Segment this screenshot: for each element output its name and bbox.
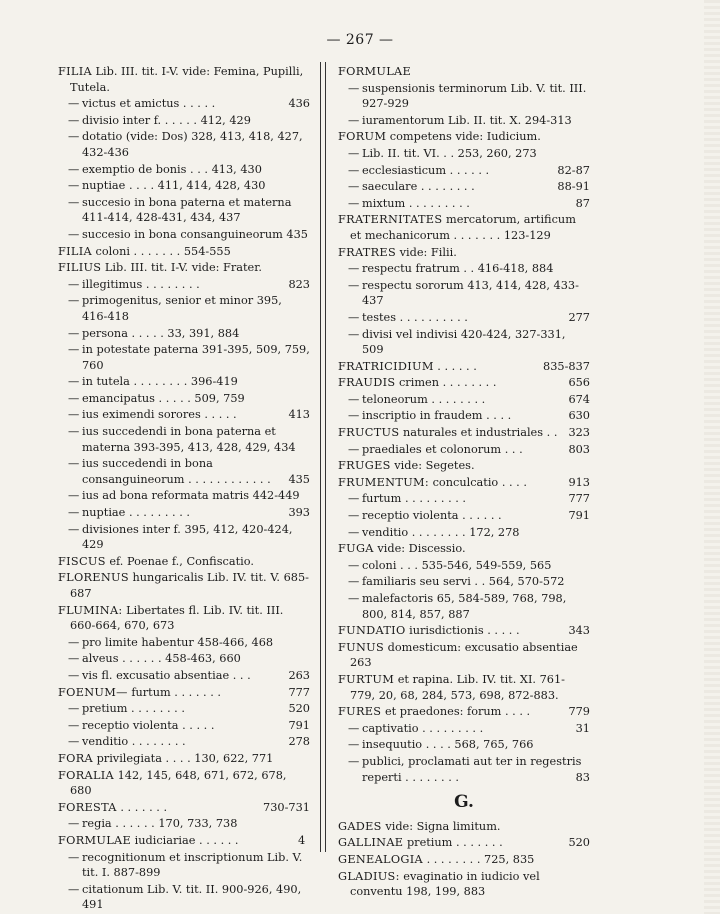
entry-lemma: FLUMINA: <box>58 603 123 617</box>
subentry-text: pretium . . . . . . . . <box>82 702 185 716</box>
entry-text: domesticum: excusatio absentiae 263 <box>350 640 578 670</box>
subentry-text: ius succedendi in bona consanguineorum . . . . . . . . . . . . <box>82 457 271 486</box>
entry-text: 142, 145, 648, 671, 672, 678, 680 <box>70 768 287 798</box>
page-reference: 87 <box>575 196 590 210</box>
subentry-text: familiaris seu servi . . 564, 570-572 <box>362 575 565 589</box>
subentry-text: coloni . . . 535-546, 549-559, 565 <box>362 558 552 572</box>
subentry-text: in tutela . . . . . . . . 396-419 <box>82 375 238 389</box>
dash-marker: — <box>68 506 80 520</box>
index-subentry <box>58 129 310 160</box>
index-subentry <box>338 81 590 112</box>
page-reference: 791 <box>288 718 310 732</box>
dash-marker: — <box>68 162 80 176</box>
index-entries-g <box>338 819 590 900</box>
index-entry <box>58 570 310 601</box>
entry-lemma: FORUM <box>338 130 387 144</box>
index-subentry <box>338 491 590 507</box>
dash-marker: — <box>348 592 360 605</box>
dash-marker: — <box>68 882 80 896</box>
entry-lemma: FRUGES <box>338 459 391 473</box>
index-subentry <box>338 508 590 524</box>
page-reference: 343 <box>568 624 590 638</box>
index-subentry <box>58 326 310 342</box>
index-entry <box>338 359 590 375</box>
entry-lemma: FURTUM <box>338 672 395 686</box>
dash-marker: — <box>348 442 360 456</box>
entry-text: privilegiata . . . . 130, 622, 771 <box>96 751 274 765</box>
subentry-text: venditio . . . . . . . . 172, 278 <box>362 525 520 539</box>
subentry-text: exemptio de bonis . . . 413, 430 <box>82 162 262 176</box>
index-subentry <box>338 408 590 424</box>
entry-lemma: FORMULAE <box>58 833 131 847</box>
subentry-text: succesio in bona consanguineorum 435 <box>82 227 308 241</box>
subentry-text: mixtum . . . . . . . . . <box>362 196 470 210</box>
index-subentry <box>338 392 590 408</box>
entry-lemma: GENEALOGIA <box>338 852 423 866</box>
index-subentry <box>58 407 310 423</box>
index-subentry <box>58 374 310 390</box>
dash-marker: — <box>68 113 80 127</box>
index-subentry <box>338 574 590 590</box>
index-subentry <box>58 668 310 684</box>
index-entry <box>338 672 590 703</box>
index-subentry <box>58 701 310 717</box>
entry-lemma: FRUMENTUM: <box>338 475 429 489</box>
index-subentry <box>338 113 590 129</box>
entry-lemma: FRAUDIS <box>338 376 396 390</box>
entry-text: conculcatio . . . . <box>432 475 527 489</box>
dash-marker: — <box>348 81 360 95</box>
page-reference: 730-731 <box>263 800 310 814</box>
entry-text: evaginatio in iudicio vel conventu 198, 199, 883 <box>350 869 540 899</box>
index-entry <box>338 623 590 639</box>
page-reference: 791 <box>568 509 590 523</box>
subentry-text: recognitionum et inscriptionum Lib. V. tit. I. 887-899 <box>82 850 303 880</box>
subentry-text: dotatio (vide: Dos) 328, 413, 418, 427, 432-436 <box>82 130 303 159</box>
dash-marker: — <box>68 195 80 209</box>
page-reference: 823 <box>288 277 310 291</box>
dash-marker: — <box>68 489 80 503</box>
entry-lemma: FRATERNITATES <box>338 213 443 227</box>
dash-marker: — <box>68 343 80 357</box>
index-entry <box>338 835 590 851</box>
subentry-text: regia . . . . . . 170, 733, 738 <box>82 817 238 831</box>
index-subentry <box>58 651 310 667</box>
index-entry <box>58 768 310 799</box>
dash-marker: — <box>68 326 80 340</box>
subentry-text: in potestate paterna 391-395, 509, 759, 760 <box>82 343 310 372</box>
index-subentry <box>338 442 590 458</box>
subentry-text: saeculare . . . . . . . . <box>362 180 475 194</box>
subentry-text: malefactoris 65, 584-589, 768, 798, 800, 814, 857, 887 <box>362 592 567 621</box>
entry-lemma: FILIA <box>58 65 92 78</box>
index-entry <box>58 603 310 634</box>
subentry-text: ecclesiasticum . . . . . . <box>362 163 490 177</box>
page-reference: 803 <box>568 442 590 456</box>
subentry-text: divisio inter f. . . . . . 412, 429 <box>82 113 251 127</box>
subentry-text: captivatio . . . . . . . . . <box>362 721 484 735</box>
index-subentry <box>58 178 310 194</box>
page-reference: 323 <box>568 426 590 440</box>
entry-lemma: FUGA <box>338 542 374 556</box>
entry-lemma: FRUCTUS <box>338 426 400 440</box>
index-subentry <box>58 850 310 881</box>
index-subentry <box>58 635 310 651</box>
entry-text: vide: Segetes. <box>394 459 475 473</box>
index-subentry <box>58 734 310 750</box>
dash-marker: — <box>348 492 360 506</box>
index-entries-f <box>338 64 590 785</box>
index-subentry <box>58 882 310 913</box>
subentry-text: persona . . . . . 33, 391, 884 <box>82 326 240 340</box>
entry-text: crimen . . . . . . . . <box>398 376 497 390</box>
subentry-text: suspensionis terminorum Lib. V. tit. III. 927-929 <box>362 81 587 111</box>
entry-text: Libertates fl. Lib. IV. tit. III. 660-664, 670, 673 <box>70 603 284 633</box>
page-reference: 278 <box>288 735 310 749</box>
index-subentry <box>58 391 310 407</box>
page-reference: 263 <box>288 668 310 682</box>
dash-marker: — <box>68 408 80 422</box>
subentry-text: publici, proclamati aut ter in regestris reperti . . . . . . . . <box>362 754 582 784</box>
entry-text: . . . . . . <box>437 359 477 373</box>
dash-marker: — <box>68 850 80 864</box>
entry-lemma: FORA <box>58 751 93 765</box>
entry-text: . . . . . . . . 725, 835 <box>426 852 535 866</box>
index-entry <box>338 245 590 261</box>
index-entry <box>58 685 310 701</box>
dash-marker: — <box>348 509 360 523</box>
entry-text: hungaricalis Lib. IV. tit. V. 685-687 <box>70 571 309 600</box>
index-subentry <box>58 456 310 487</box>
index-subentry <box>338 327 590 358</box>
dash-marker: — <box>348 310 360 324</box>
subentry-text: ius succedendi in bona paterna et materna 393-395, 413, 428, 429, 434 <box>82 425 296 454</box>
index-subentry <box>58 293 310 324</box>
dash-marker: — <box>348 327 360 341</box>
index-entry <box>338 852 590 868</box>
index-entry <box>58 751 310 767</box>
index-entry <box>338 704 590 720</box>
page-reference: 520 <box>288 702 310 716</box>
entry-text: vide: Signa limitum. <box>385 819 501 833</box>
entry-text: . . . . . . . <box>120 800 168 814</box>
index-subentry <box>338 146 590 162</box>
subentry-text: receptio violenta . . . . . <box>82 718 215 732</box>
entry-text: competens vide: Iudicium. <box>389 130 541 144</box>
page-reference: 413 <box>288 408 310 422</box>
subentry-text: nuptiae . . . . 411, 414, 428, 430 <box>82 179 266 193</box>
subentry-text: receptio violenta . . . . . . <box>362 509 502 523</box>
subentry-text: succesio in bona paterna et materna 411-414, 428-431, 434, 437 <box>82 195 292 225</box>
entry-lemma: FISCUS <box>58 554 106 568</box>
subentry-text: nuptiae . . . . . . . . . <box>82 506 190 520</box>
index-entry <box>338 375 590 391</box>
index-entry <box>338 64 590 80</box>
page-reference: 436 <box>288 97 310 111</box>
index-subentry <box>58 227 310 243</box>
dash-marker: — <box>68 277 80 291</box>
page-reference: 913 <box>568 475 590 489</box>
dash-marker: — <box>348 558 360 572</box>
index-subentry <box>338 591 590 622</box>
index-subentry <box>58 195 310 226</box>
page-reference: 88-91 <box>557 180 590 194</box>
page-reference: 779 <box>568 705 590 719</box>
subentry-text: alveus . . . . . . 458-463, 660 <box>82 652 241 666</box>
index-subentry <box>338 278 590 309</box>
index-subentry <box>58 424 310 455</box>
page-reference: 31 <box>575 721 590 735</box>
page-reference: 520 <box>568 836 590 850</box>
page-reference: 435 <box>288 472 310 486</box>
page-edge <box>704 0 720 914</box>
index-entry <box>58 260 310 276</box>
entry-text: iurisdictionis . . . . . <box>409 624 520 638</box>
entry-text: et rapina. Lib. IV. tit. XI. 761-779, 20, 68, 284, 573, 698, 872-883. <box>350 672 565 702</box>
index-subentry <box>338 196 590 212</box>
page-reference: 835-837 <box>543 359 590 373</box>
entry-text: Lib. III. tit. I-V. vide: Frater. <box>104 261 262 275</box>
entry-lemma: FORMULAE <box>338 65 411 78</box>
index-subentry <box>58 522 310 553</box>
index-entry <box>338 458 590 474</box>
dash-marker: — <box>68 227 80 241</box>
index-subentry <box>338 261 590 277</box>
subentry-text: ius ad bona reformata matris 442-449 <box>82 489 300 503</box>
entry-lemma: GALLINAE <box>338 836 404 850</box>
index-entry <box>338 129 590 145</box>
index-entry: FORMULAE iudiciariae . . . . . . 4 <box>58 833 306 847</box>
index-subentry <box>58 113 310 129</box>
index-subentry <box>338 163 590 179</box>
entry-text: vide: Discessio. <box>377 542 466 556</box>
page-reference: 674 <box>568 392 590 406</box>
index-entry <box>58 64 310 95</box>
index-subentry <box>58 162 310 178</box>
index-column-right <box>338 64 590 901</box>
dash-marker: — <box>68 817 80 831</box>
entry-lemma: FRATRICIDIUM <box>338 359 434 373</box>
index-entry <box>338 425 590 441</box>
dash-marker: — <box>348 196 360 210</box>
subentry-text: Lib. II. tit. VI. . . 253, 260, 273 <box>362 146 537 160</box>
index-entry <box>338 541 590 557</box>
subentry-text: pro limite habentur 458-466, 468 <box>82 635 274 649</box>
subentry-text: vis fl. excusatio absentiae . . . <box>82 668 251 682</box>
dash-marker: — <box>68 375 80 389</box>
dash-marker: — <box>68 652 80 666</box>
entry-lemma: FILIUS <box>58 261 102 275</box>
entry-lemma: FILIA <box>58 244 92 258</box>
entry-lemma: FUNDATIO <box>338 624 406 638</box>
index-subentry <box>338 754 590 785</box>
dash-marker: — <box>348 113 360 127</box>
dash-marker: — <box>68 668 80 682</box>
subentry-text: primogenitus, senior et minor 395, 416-418 <box>82 294 282 323</box>
index-subentry <box>58 277 310 293</box>
dash-marker: — <box>348 262 360 276</box>
entry-lemma: FOENUM— <box>58 685 128 699</box>
dash-marker: — <box>348 754 360 768</box>
page-reference: 83 <box>575 770 590 784</box>
column-divider <box>320 62 326 852</box>
subentry-text: iuramentorum Lib. II. tit. X. 294-313 <box>362 113 572 127</box>
subentry-text: furtum . . . . . . . . . <box>362 492 467 506</box>
index-subentry <box>338 179 590 195</box>
subentry-text: emancipatus . . . . . 509, 759 <box>82 391 245 405</box>
dash-marker: — <box>348 721 360 735</box>
dash-marker: — <box>68 425 80 439</box>
index-entry <box>338 869 590 900</box>
entry-text: iudiciariae . . . . . . <box>134 833 239 847</box>
subentry-text: respectu fratrum . . 416-418, 884 <box>362 262 554 276</box>
dash-marker: — <box>68 391 80 405</box>
page-reference: 277 <box>568 310 590 324</box>
subentry-text: illegitimus . . . . . . . . <box>82 277 200 291</box>
page-reference: 393 <box>288 506 310 520</box>
subentry-text: inscriptio in fraudem . . . . <box>362 409 512 423</box>
dash-marker: — <box>68 179 80 193</box>
page-reference: 82-87 <box>557 163 590 177</box>
dash-marker: — <box>68 735 80 749</box>
entry-lemma: FUNUS <box>338 640 385 654</box>
subentry-text: citationum Lib. V. tit. II. 900-926, 490, 491 <box>82 882 302 912</box>
dash-marker: — <box>348 146 360 160</box>
index-subentry <box>338 737 590 753</box>
index-entry <box>58 554 310 570</box>
dash-marker: — <box>348 180 360 194</box>
dash-marker: — <box>68 635 80 649</box>
subentry-text: respectu sororum 413, 414, 428, 433-437 <box>362 278 579 308</box>
dash-marker: — <box>348 392 360 406</box>
page-reference: 630 <box>568 409 590 423</box>
dash-marker: — <box>68 522 80 536</box>
subentry-text: testes . . . . . . . . . . <box>362 310 468 324</box>
dash-marker: — <box>348 278 360 292</box>
subentry-text: insequutio . . . . 568, 765, 766 <box>362 738 534 752</box>
index-entry <box>58 244 310 260</box>
index-subentry <box>338 721 590 737</box>
index-entry <box>58 800 310 816</box>
dash-marker: — <box>348 163 360 177</box>
entry-text: mercatorum, artificum et mechanicorum . . . . . . . 123-129 <box>350 213 576 242</box>
subentry-text: victus et amictus . . . . . <box>82 97 216 111</box>
entry-lemma: FORESTA <box>58 800 117 814</box>
subentry-text: praediales et colonorum . . . <box>362 442 523 456</box>
entry-lemma: FURES <box>338 705 382 719</box>
index-subentry <box>58 488 310 504</box>
subentry-text: teloneorum . . . . . . . . <box>362 392 486 406</box>
index-entry <box>338 640 590 671</box>
page-reference: 777 <box>568 492 590 506</box>
dash-marker: — <box>68 130 80 144</box>
entry-lemma: FRATRES <box>338 245 397 259</box>
index-subentry <box>58 816 310 832</box>
subentry-text: ius eximendi sorores . . . . . <box>82 408 237 422</box>
index-subentry <box>58 505 310 521</box>
entry-text: furtum . . . . . . . <box>131 685 221 699</box>
entry-lemma: GLADIUS: <box>338 869 400 883</box>
dash-marker: — <box>68 718 80 732</box>
index-column-left <box>58 64 310 914</box>
page-number: — 267 — <box>326 32 394 48</box>
subentry-text: venditio . . . . . . . . <box>82 735 186 749</box>
entry-text: vide: Filii. <box>399 245 457 259</box>
entry-text: coloni . . . . . . . 554-555 <box>95 244 231 258</box>
page-reference: 656 <box>568 376 590 390</box>
subentry-text: divisi vel indivisi 420-424, 327-331, 509 <box>362 327 566 357</box>
entry-text: et praedones: forum . . . . <box>384 705 531 719</box>
index-subentry <box>58 96 310 112</box>
index-subentry <box>338 310 590 326</box>
dash-marker: — <box>348 738 360 752</box>
entry-text: pretium . . . . . . . <box>406 836 503 850</box>
dash-marker: — <box>68 702 80 716</box>
index-entry <box>338 475 590 491</box>
index-subentry <box>58 342 310 373</box>
dash-marker: — <box>68 97 80 111</box>
dash-marker: — <box>348 409 360 423</box>
entry-lemma: FLORENUS <box>58 571 129 585</box>
page-reference: 777 <box>288 685 310 699</box>
entry-lemma: GADES <box>338 819 382 833</box>
entry-lemma: FORALIA <box>58 768 114 782</box>
index-entry <box>338 819 590 835</box>
entry-text: naturales et industriales . . <box>403 426 558 440</box>
entry-text: Lib. III. tit. I-V. vide: Femina, Pupilli, Tutela. <box>70 65 304 94</box>
dash-marker: — <box>348 525 360 539</box>
dash-marker: — <box>68 457 80 471</box>
entry-text: ef. Poenae f., Confiscatio. <box>109 554 254 568</box>
index-subentry <box>338 525 590 541</box>
index-subentry <box>338 558 590 574</box>
index-entry <box>338 212 590 243</box>
index-subentry <box>58 718 310 734</box>
dash-marker: — <box>68 294 80 308</box>
subentry-text: divisiones inter f. 395, 412, 420-424, 429 <box>82 522 293 552</box>
section-letter: G. <box>454 792 474 813</box>
dash-marker: — <box>348 575 360 589</box>
